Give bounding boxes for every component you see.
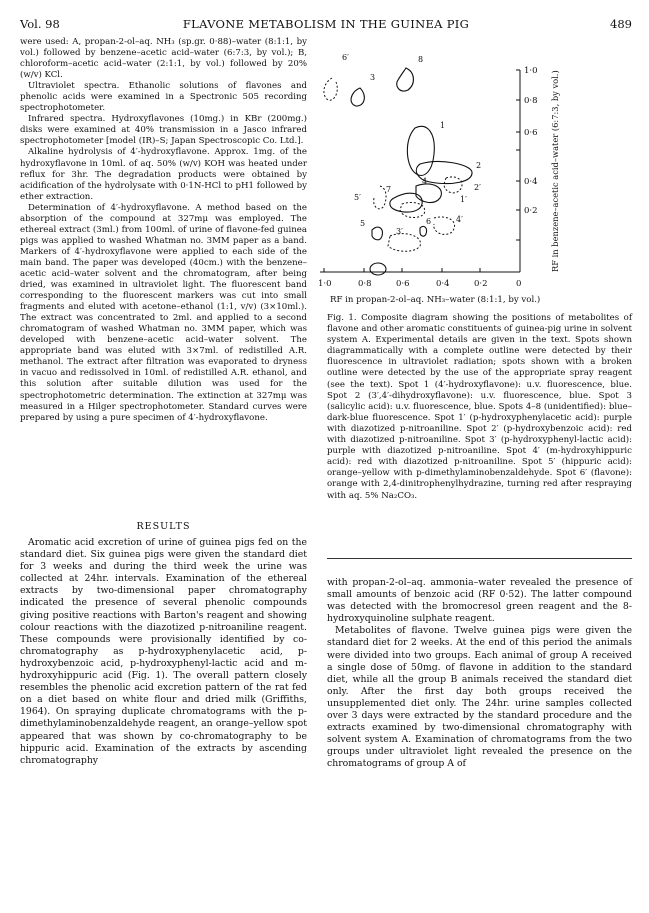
paragraph: were used: A, propan-2-ol–aq. NH₃ (sp.gr. 0·88)–water (8:1:1, by vol.) followed by benzene–acetic acid–water (6:7:3, by vol.); B, chloroform–acetic acid–water (2:1:1, by vol.) followed by 20% (w/v) KCl. (20, 37, 307, 81)
running-title: FLAVONE METABOLISM IN THE GUINEA PIG (182, 17, 470, 31)
spot-label: 7 (386, 185, 392, 194)
spot-3-prime (388, 234, 421, 252)
spot-6-prime (324, 78, 337, 100)
spot-3 (351, 88, 364, 106)
spot-label: 2 (476, 161, 482, 170)
spot-1 (407, 126, 434, 175)
page-number: 489 (610, 17, 632, 31)
x-tick-label: 0·2 (474, 279, 488, 289)
spot-label: 1′ (460, 195, 467, 204)
x-tick-label: 0·8 (358, 279, 372, 289)
y-tick-label: 0·8 (524, 96, 538, 106)
y-tick-label: 0·4 (524, 177, 538, 187)
x-tick-label: 0·4 (436, 279, 450, 289)
results-column-left (20, 537, 307, 767)
spot-8 (397, 68, 414, 91)
spot-label: 6 (426, 217, 432, 226)
spot-label: 4 (422, 177, 428, 186)
spot-label: 3′ (396, 227, 403, 236)
y-tick-label: 1·0 (524, 66, 538, 76)
y-tick-label: 0·6 (524, 128, 538, 138)
section-divider (327, 558, 632, 559)
spot-1-prime (400, 202, 425, 217)
spot-label: 5′ (354, 193, 361, 202)
spot-5 (372, 227, 382, 240)
spot-label: 4′ (456, 215, 463, 224)
methods-column (20, 37, 307, 424)
spot-label: 3 (370, 73, 376, 82)
caption-text: Fig. 1. Composite diagram showing the positions of metabolites of flavone and other aromatic constituents of guinea-pig urine in solvent system A. Experimental details are given in the text. Spots shown diagrammatically with a complete outline were detected by their fluorescence in ultraviolet radiation; spots shown with a broken outline were detected by the use of the appropriate spray reagent (see the text). Spot 1 (4′-hydroxyflavone): u.v. fluorescence, blue. Spot 2 (3′,4′-dihydroxyflavone): u.v. fluorescence, blue. Spot 3 (salicylic acid): u.v. fluorescence, blue. Spots 4–8 (unidentified): blue–dark-blue fluorescence. Spot 1′ (p-hydroxyphenylacetic acid): purple with diazotized p-nitroaniline. Spot 2′ (p-hydroxybenzoic acid): red with diazotized p-nitroaniline. Spot 3′ (p-hydroxyphenyl-lactic acid): purple with diazotized p-nitroaniline. Spot 4′ (m-hydroxyhippuric acid): red with diazotized p-nitroaniline. Spot 5′ (hippuric acid): orange–yellow with p-dimethylaminobenzaldehyde. Spot 6′ (flavone): orange with 2,4-dinitrophenylhydrazine, turning red after respraying with aq. 5% Na₂CO₃. (327, 313, 632, 501)
paragraph: with propan-2-ol–aq. ammonia–water revealed the presence of small amounts of benzoic acid (RF 0·52). The latter compound was detected with the bromocresol green reagent and the 8-hydroxyquinoline sulphate reagent. (327, 577, 632, 625)
paragraph: Ultraviolet spectra. Ethanolic solutions of flavones and phenolic acids were examined in a Spectronic 505 recording spectrophotometer. (20, 81, 307, 114)
spot-5-prime (374, 186, 386, 209)
x-tick-label: 0 (516, 279, 522, 289)
spot-2-prime (444, 177, 462, 193)
y-axis-label: RF in benzene–acetic acid–water (6:7:3, by vol.) (550, 70, 560, 272)
x-tick-label: 0·6 (396, 279, 410, 289)
paragraph: Infrared spectra. Hydroxyflavones (10mg.) in KBr (200mg.) disks were examined at 40% transmission in a Jasco infrared spectrophotometer [model (IR)–S; Japan Spectroscopic Co. Ltd.]. (20, 114, 307, 147)
section-heading: RESULTS (136, 521, 191, 532)
paragraph: Determination of 4′-hydroxyflavone. A method based on the absorption of the compound at 327mμ was employed. The ethereal extract (3ml.) from 100ml. of urine of flavone-fed guinea pigs was applied to washed Whatman no. 3MM paper as a band. Markers of 4′-hydroxyflavone were applied to each side of the main band. The paper was developed (40cm.) with the benzene–acetic acid–water solvent and the chromatogram, after being dried, was examined in ultraviolet light. The fluorescent band corresponding to the fluorescent markers was cut into small fragments and eluted with acetone–ethanol (1:1, v/v) (3×10ml.). The extract was concentrated to 2ml. and applied to a second chromatogram of washed Whatman no. 3MM paper, which was developed with benzene–acetic acid–water solvent. The appropriate band was eluted with 3×7ml. of redistilled A.R. methanol. The extract after filtration was evaporated to dryness in vacuo and redissolved in 10ml. of redistilled A.R. ethanol, and this solution after suitable dilution was used for the spectrophotometric determination. The extinction at 327mμ was measured in a Hilger spectrophotometer. Standard curves were prepared by using a pure specimen of 4′-hydroxyflavone. (20, 202, 307, 423)
chromatogram-diagram (320, 40, 630, 310)
spot-label: 1 (440, 121, 446, 130)
paragraph: Alkaline hydrolysis of 4′-hydroxyflavone. Approx. 1mg. of the hydroxyflavone in 10ml. of aq. 50% (w/v) KOH was heated under reflux for 3hr. The degradation products were obtained by acidification of the hydrolysate with 0·1N-HCl to pH1 followed by ether extraction. (20, 147, 307, 202)
spot-label: 8 (418, 55, 424, 64)
spot-4-prime (434, 217, 455, 234)
paragraph: Metabolites of flavone. Twelve guinea pigs were given the standard diet for 2 weeks. At the end of this period the animals were divided into two groups. Each animal of group A received a single dose of 50mg. of flavone in addition to the standard diet, while all the group B animals received the standard diet only. After the first day both groups received the unsupplemented diet only. The 24hr. urine samples collected over 3 days were extracted by the standard procedure and the extracts examined by two-dimensional chromatography with solvent system A. Examination of chromatograms from the two groups under ultraviolet light revealed the presence on the chromatograms of group A of (327, 625, 632, 770)
spot-flavone-origin (370, 263, 386, 275)
x-axis-label: RF in propan-2-ol–aq. NH₃–water (8:1:1, by vol.) (330, 295, 541, 305)
figure-caption (327, 313, 632, 502)
spot-4 (416, 184, 441, 203)
spot-label: 2′ (474, 183, 481, 192)
paragraph: Aromatic acid excretion of urine of guinea pigs fed on the standard diet. Six guinea pigs were given the standard diet for 3 weeks and during the third week the urine was collected at 24hr. intervals. Examination of the ethereal extracts by two-dimensional paper chromatography indicated the presence of several phenolic compounds giving positive reactions with Barton's reagent and showing colour reactions with the diazotized p-nitroaniline reagent. These compounds were provisionally identified by co-chromatography as p-hydroxyphenylacetic acid, p-hydroxybenzoic acid, p-hydroxyphenyl-lactic acid and m-hydroxyhippuric acid (Fig. 1). The overall pattern closely resembles the phenolic acid excretion pattern of the rat fed on a diet based on white flour and dried milk (Griffiths, 1964). On spraying duplicate chromatograms with the p-dimethylaminobenzaldehyde reagent, an orange–yellow spot appeared that was shown by co-chromatography to be hippuric acid. Examination of the extracts by ascending chromatography (20, 537, 307, 766)
chromatogram-figure (320, 40, 630, 310)
spot-label: 5 (360, 219, 366, 228)
y-tick-label: 0·2 (524, 206, 538, 216)
volume-number: Vol. 98 (20, 17, 60, 31)
spot-6 (420, 226, 427, 236)
results-column-right (327, 577, 632, 771)
spot-label: 6′ (342, 53, 349, 62)
x-tick-label: 1·0 (318, 279, 332, 289)
running-header (20, 17, 632, 31)
